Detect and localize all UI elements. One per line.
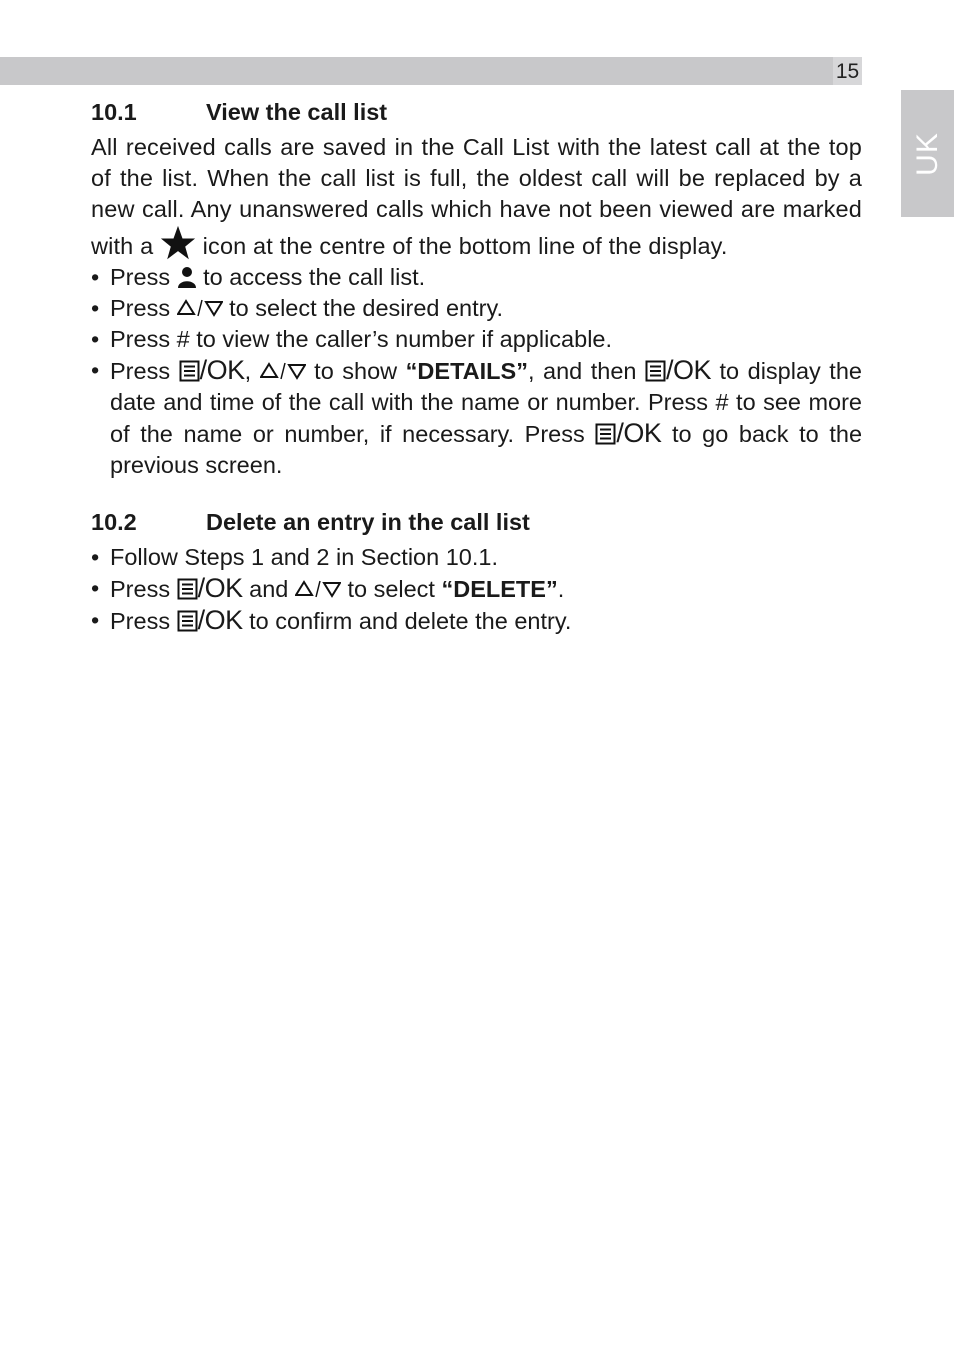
menu-list-icon (177, 610, 198, 632)
ok-key-label: /OK (197, 605, 243, 635)
section-title: View the call list (206, 99, 388, 125)
list-item-text: Press (110, 576, 171, 602)
menu-ok-key (645, 355, 711, 387)
list-item (91, 324, 862, 355)
list-item (91, 573, 862, 605)
ok-key-label: /OK (199, 355, 245, 385)
menu-ok-key (177, 605, 243, 637)
list-item (91, 542, 862, 573)
list-item-text: Press # to view the caller’s number if applicable. (110, 326, 613, 352)
up-down-arrow-icon (177, 298, 223, 318)
language-tab (901, 90, 954, 217)
up-down-arrow-icon (295, 579, 341, 599)
list-item-text: to go back to the previous screen. (110, 421, 863, 478)
details-label: “DETAILS” (405, 358, 528, 384)
intro-text-end: icon at the centre of the bottom line of the display. (202, 233, 728, 259)
instruction-list (91, 542, 862, 637)
list-item-text: to confirm and delete the entry. (249, 608, 572, 634)
ok-key-label: /OK (197, 573, 243, 603)
list-item-text: to select (347, 576, 435, 602)
list-item-text: and (249, 576, 289, 602)
ok-key-label: /OK (616, 418, 662, 448)
list-item-text: . (557, 576, 565, 602)
menu-list-icon (177, 578, 198, 600)
list-item-text: to show (314, 358, 398, 384)
list-item-text: Press (110, 295, 171, 321)
list-item-text: to access the call list. (203, 264, 426, 290)
up-down-arrow-icon (260, 361, 306, 381)
section-view-call-list (91, 96, 862, 481)
language-tab-label: UK (910, 131, 944, 176)
list-item-text: to display the date and time of the call with the name or number. Press # to see more of the name or number, if necessary. Press (110, 358, 862, 447)
instruction-list (91, 262, 862, 481)
list-item (91, 605, 862, 637)
intro-text: All received calls are saved in the Call List with the latest call at the top of the list. When the call list is full, the oldest call will be replaced by a new call. Any unanswered calls which have not been viewed are marked with a (91, 134, 862, 259)
section-heading (91, 96, 862, 128)
ok-key-label: /OK (666, 355, 712, 385)
list-item (91, 262, 862, 293)
header-band (0, 57, 862, 85)
list-item-text: Press (110, 358, 171, 384)
person-icon (177, 266, 197, 288)
list-item-text: , and then (527, 358, 637, 384)
section-heading (91, 506, 862, 538)
list-item-text: to select the desired entry. (229, 295, 504, 321)
menu-ok-key (595, 418, 661, 450)
list-item-text: Press (110, 608, 171, 634)
section-number: 10.2 (91, 509, 137, 535)
page-content (91, 96, 862, 637)
menu-ok-key (177, 573, 243, 605)
list-item-text: , (244, 358, 252, 384)
list-item (91, 293, 862, 324)
menu-list-icon (645, 360, 666, 382)
section-title: Delete an entry in the call list (206, 509, 530, 535)
delete-label: “DELETE” (441, 576, 558, 602)
list-item (91, 355, 862, 481)
section-delete-entry (91, 506, 862, 637)
list-item-text: Follow Steps 1 and 2 in Section 10.1. (110, 544, 498, 570)
section-number: 10.1 (91, 99, 137, 125)
page-number: 15 (833, 57, 862, 85)
menu-list-icon (595, 423, 616, 445)
star-icon (160, 225, 196, 261)
list-item-text: Press (110, 264, 171, 290)
menu-list-icon (179, 360, 200, 382)
intro-paragraph (91, 132, 862, 262)
menu-ok-key (179, 355, 245, 387)
